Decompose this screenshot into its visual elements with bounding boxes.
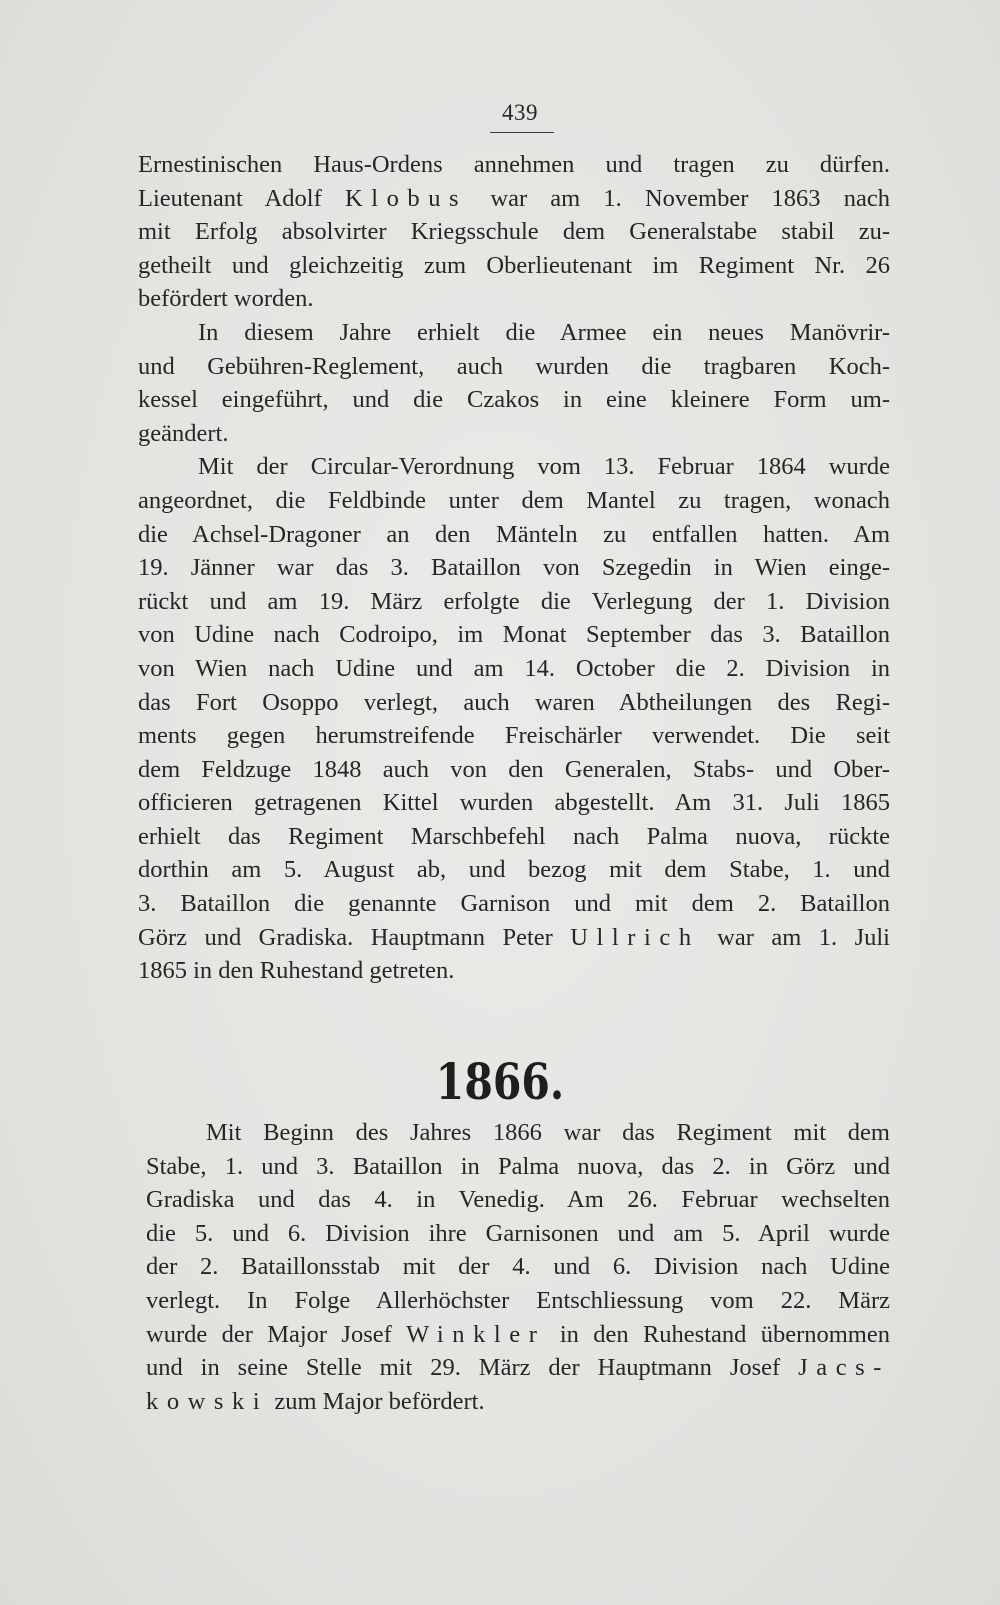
text-line: Gradiska und das 4. in Venedig. Am 26. Februar wechselten (146, 1186, 890, 1214)
text-line: verlegt. In Folge Allerhöchster Entschliessung vom 22. März (146, 1286, 890, 1314)
text-line: Ernestinischen Haus-Ordens annehmen und tragen zu dürfen. (138, 151, 890, 178)
text-line: dem Feldzuge 1848 auch von den Generalen, Stabs- und Ober- (138, 755, 890, 783)
text-line: mit Erfolg absolvirter Kriegsschule dem Generalstabe stabil zu- (138, 218, 890, 246)
text-line: die 5. und 6. Division ihre Garnisonen und am 5. April wurde (146, 1219, 890, 1247)
page-number-rule (490, 132, 554, 133)
text-line: kessel eingeführt, und die Czakos in eine kleinere Form um- (138, 386, 890, 414)
text-line: geändert. (138, 419, 229, 447)
person-name-jacskowski-part1: Jacs- (798, 1354, 890, 1382)
text-line: In diesem Jahre erhielt die Armee ein neues Manövrir- (198, 318, 890, 346)
text-line: befördert worden. (138, 285, 314, 313)
text-line: Lieutenant Adolf Klobus war am 1. November 1863 nach (138, 184, 890, 212)
person-name-winkler: Winkler (406, 1320, 546, 1348)
text-line: Mit Beginn des Jahres 1866 war das Regiment mit dem (206, 1119, 890, 1146)
section-1865-text (138, 148, 890, 988)
text-line: 19. Jänner war das 3. Bataillon von Szegedin in Wien einge- (138, 554, 890, 582)
text-line: wurde der Major Josef Winkler in den Ruhestand übernommen (146, 1320, 890, 1348)
page-number: 439 (502, 100, 538, 125)
person-name-jacskowski-part2: kowski (146, 1387, 269, 1415)
text-line: Görz und Gradiska. Hauptmann Peter Ullrich war am 1. Juli (138, 923, 890, 951)
text-line: das Fort Osoppo verlegt, auch waren Abtheilungen des Regi- (138, 688, 890, 716)
text-line: 3. Bataillon die genannte Garnison und mit dem 2. Bataillon (138, 890, 890, 918)
text-line: und Gebühren-Reglement, auch wurden die tragbaren Koch- (138, 352, 890, 380)
person-name-ullrich: Ullrich (570, 923, 700, 951)
text-line: die Achsel-Dragoner an den Mänteln zu entfallen hatten. Am (138, 520, 890, 548)
text-line: rückt und am 19. März erfolgte die Verlegung der 1. Division (138, 587, 890, 615)
text-line: getheilt und gleichzeitig zum Oberlieutenant im Regiment Nr. 26 (138, 251, 890, 279)
text-line: von Udine nach Codroipo, im Monat September das 3. Bataillon (138, 621, 890, 649)
text-line: Mit der Circular-Verordnung vom 13. Februar 1864 wurde (198, 453, 890, 481)
text-line: erhielt das Regiment Marschbefehl nach Palma nuova, rückte (138, 822, 890, 850)
person-name-klobus: Klobus (344, 184, 468, 212)
text-line: dorthin am 5. August ab, und bezog mit dem Stabe, 1. und (138, 856, 890, 884)
text-line: kowski zum Major befördert. (146, 1387, 485, 1415)
text-line: angeordnet, die Feldbinde unter dem Mantel zu tragen, wonach (138, 486, 890, 514)
text-line: officieren getragenen Kittel wurden abgestellt. Am 31. Juli 1865 (138, 789, 890, 817)
text-line: Stabe, 1. und 3. Bataillon in Palma nuova, das 2. in Görz und (146, 1152, 890, 1180)
section-1866-text (146, 1116, 890, 1418)
text-line: von Wien nach Udine und am 14. October die 2. Division in (138, 654, 890, 682)
text-line: der 2. Bataillonsstab mit der 4. und 6. Division nach Udine (146, 1253, 890, 1281)
year-heading: 1866. (435, 1052, 565, 1111)
text-line: ments gegen herumstreifende Freischärler verwendet. Die seit (138, 722, 890, 750)
text-line: 1865 in den Ruhestand getreten. (138, 957, 455, 985)
text-line: und in seine Stelle mit 29. März der Hauptmann Josef Jacs- (146, 1354, 890, 1382)
